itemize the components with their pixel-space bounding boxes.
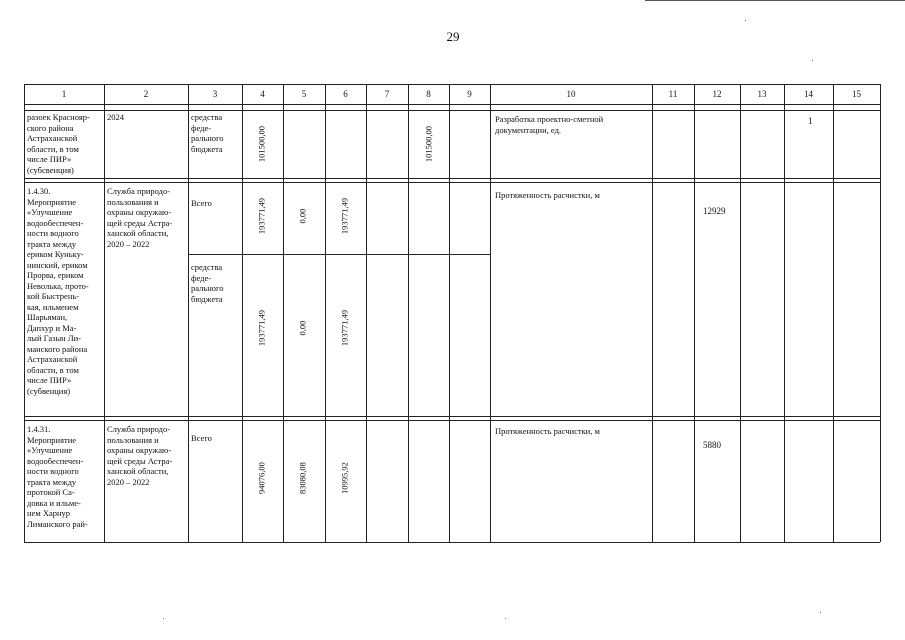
row-2-col12-value: 5880 [703,440,721,450]
col-border-12 [740,84,741,542]
header-cell: 13 [757,89,767,99]
col-border-2 [188,84,189,542]
table-border-top [24,84,880,85]
col-border-3 [242,84,243,542]
header-cell: 4 [260,89,265,99]
row-0-funding-source: средства феде- рального бюджета [191,112,224,154]
row-2-executor: Служба природо- пользования и охраны окружаю- щей среды Астра- ханской области, 2020 – 2022 [107,424,173,487]
scan-speck [812,60,813,61]
col-border-6 [366,84,367,542]
row-1-total-col4: 193771,49 [256,197,267,235]
row-border-2b [24,420,880,421]
col-border-1 [104,84,105,542]
header-cell: 5 [301,89,307,99]
col-border-7 [408,84,409,542]
header-cell: 15 [852,89,861,99]
header-cell: 7 [384,89,390,99]
col-border-14 [833,84,834,542]
row-1-executor: Служба природо- пользования и охраны окружаю- щей среды Астра- ханской области, 2020 – 2022 [107,186,173,249]
col-border-9 [490,84,491,542]
row-1-federal-col4: 193771,49 [256,309,267,347]
row-0-col14-value: 1 [808,116,813,126]
col-border-8 [449,84,450,542]
row-2-measure-name: 1.4.31. Мероприятие «Улучшение водообеспечен- ности водного тракта между протокой Са- довка и ильме- нем Харнур Лиманского рай- [27,424,88,529]
row-1-col12-value: 12929 [703,206,726,216]
page-number: 29 [446,29,460,44]
row-0-indicator: Разработка проектно-сметной документации, ед. [495,114,604,135]
row-2-indicator: Протяженность расчистки, м [495,426,600,436]
row-1-total-col5: 0,00 [297,208,308,224]
subrow-border [188,254,490,255]
row-2-col5-value: 83080,08 [297,462,308,494]
header-cell: 8 [426,89,431,99]
row-1-federal-col5: 0,00 [297,320,308,336]
col-border-15 [880,84,881,542]
row-2-total-label: Всего [191,433,212,443]
row-2-col4-value: 94076,00 [256,462,267,494]
scan-speck [505,618,506,619]
header-cell: 10 [566,89,576,99]
row-0-col4-value: 101500,00 [256,125,267,163]
row-1-federal-label: средства феде- рального бюджета [191,262,224,304]
header-cell: 9 [467,89,472,99]
row-2-col6-value: 10995,92 [339,462,350,494]
scan-speck [820,612,821,613]
header-cell: 2 [143,89,149,99]
header-cell: 6 [343,89,348,99]
row-border-1b [24,182,880,183]
row-1-federal-col6: 193771,49 [339,309,350,347]
header-row-border [24,104,880,105]
scan-speck [745,20,746,21]
row-1-total-label: Всего [191,198,212,208]
col-border-10 [652,84,653,542]
col-border-4 [283,84,284,542]
header-cell: 3 [212,89,218,99]
header-cell: 11 [668,89,678,99]
row-1-indicator: Протяженность расчистки, м [495,190,600,200]
scan-speck [163,618,164,619]
table-border-bottom [24,542,880,543]
row-1-total-col6: 193771,49 [339,197,350,235]
header-cell: 14 [804,89,813,99]
row-0-measure-name: разоек Краснояр- ского района Астраханской области, в том числе ПИР» (субсвенция) [27,112,90,175]
header-cell: 1 [61,89,67,99]
row-0-col8-value: 101500,00 [423,125,434,163]
row-border-2 [24,416,880,417]
top-rule [645,0,905,1]
col-border-5 [325,84,326,542]
col-border-11 [694,84,695,542]
row-1-measure-name: 1.4.30. Мероприятие «Улучшение водообеспечен- ности водного тракта между ериком Куньку- нинский, ериком Прорва, ериком Неволька, прото- кой Быстрень- кая, ильменем Шарьяман, Дапхур и Ма- лый Газын Ли- манского района Астраханской области, в том числе ПИР» (субвенция) [27,186,89,396]
col-border-0 [24,84,25,542]
row-0-period: 2024 [107,112,124,122]
header-cell: 12 [712,89,722,99]
header-row-border-secondary [24,110,880,111]
col-border-13 [784,84,785,542]
row-border-1 [24,178,880,179]
